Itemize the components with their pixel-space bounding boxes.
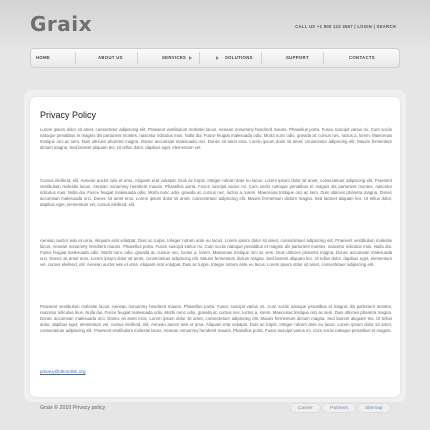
paragraph: Cursus eleifend, elit. Aenean auctor wisi et urna. Aliquam erat volutpat. Duis ac turpis. Integer rutrum ante eu lacus. Lorem ipsum dolor sit amet, consectetuer adipiscing elit. Praesent vestibulum molestie lacus. Aenean nonummy hendrerit mauris. Phasellus porta. Fusce suscipit varius mi. Cum sociis natoque penatibus et magnis dis parturient montes, nascetur ridiculus mus. Nulla dui. Fusce feugiat malesuada odio. Morbi nunc odio, gravida at, cursus nec, luctus a, lorem. Maecenas tristique orci ac sem. Duis ultricies pharetra magna. Donec accumsan malesuada orci. Donec sit amet eros. Lorem ipsum dolor sit amet, consectetuer adipiscing elit. Mauris fermentum dictum magna. Sed laoreet aliquam leo. Ut tellus dolor, dapibus eget, elementum vel, cursus eleifend, elit. <box>40 178 392 208</box>
header-bar <box>0 0 430 48</box>
login-link[interactable]: LOGIN <box>357 24 373 29</box>
nav-separator <box>75 52 76 64</box>
toplink-sep: | <box>354 24 356 29</box>
paragraph: Aenean auctor wisi et urna. Aliquam erat volutpat. Duis ac turpis. Integer rutrum ante eu lacus. Lorem ipsum dolor sit amet, consectetuer adipiscing elit. Praesent vestibulum molestie lacus. Aenean nonummy hendrerit mauris. Phasellus porta. Fusce suscipit varius mi. Cum sociis natoque penatibus et magnis dis parturient montes, nascetur ridiculus mus. Nulla dui. Fusce feugiat malesuada odio. Morbi nunc odio, gravida at, cursus nec, luctus a, lorem. Maecenas tristique orci ac sem. Duis ultricies pharetra magna. Donec accumsan malesuada orci. Donec sit amet eros. Lorem ipsum dolor sit amet, consectetuer adipiscing elit. Mauris fermentum dictum magna. Sed laoreet aliquam leo. Ut tellus dolor, dapibus eget, elementum vel, cursus eleifend, elit. Aenean auctor wisi et urna. Aliquam erat volutpat. Duis ac turpis. Integer rutrum ante eu lacus. Lorem ipsum dolor sit amet, consectetuer adipiscing elit. <box>40 238 392 268</box>
page-title: Privacy Policy <box>40 110 97 120</box>
phone-text: CALL US +1 800 123 4567 <box>295 24 353 29</box>
footer-partners-button[interactable]: Partners <box>322 403 356 413</box>
logo[interactable]: Graix <box>30 12 93 36</box>
footer-copyright: Graix © 2010 Privacy policy <box>40 405 106 411</box>
main-nav <box>30 48 400 68</box>
nav-item-support[interactable]: SUPPORT <box>286 55 309 60</box>
footer-career-button[interactable]: Career <box>290 403 321 413</box>
nav-separator <box>261 52 262 64</box>
nav-separator <box>199 52 200 64</box>
nav-separator <box>323 52 324 64</box>
paragraph: Praesent vestibulum molestie lacus. Aenean nonummy hendrerit mauris. Phasellus porta. Fusce suscipit varius mi. Cum sociis natoque penatibus et magnis dis parturient montes, nascetur ridiculus mus. Nulla dui. Fusce feugiat malesuada odio. Morbi nunc odio, gravida at, cursus nec, luctus a, lorem. Maecenas tristique orci ac sem. Duis ultricies pharetra magna. Donec accumsan malesuada orci. Donec sit amet eros. Lorem ipsum dolor sit amet, consectetuer adipiscing elit. Mauris fermentum dictum magna. Sed laoreet aliquam leo. Ut tellus dolor, dapibus eget, elementum vel, cursus eleifend, elit. Aenean auctor wisi et urna. Aliquam erat volutpat. Duis ac turpis. Integer rutrum ante eu lacus. Lorem ipsum dolor sit amet, consectetuer adipiscing elit. Praesent vestibulum molestie lacus. Aenean nonummy hendrerit mauris. Phasellus porta. Fusce suscipit varius mi. Cum sociis natoque penatibus et magnis. <box>40 304 392 334</box>
email-link[interactable]: privacy@demolink.org <box>40 369 86 374</box>
nav-separator <box>137 52 138 64</box>
nav-item-contacts[interactable]: CONTACTS <box>349 55 375 60</box>
nav-item-about[interactable]: ABOUT US <box>98 55 123 60</box>
nav-item-solutions[interactable]: SOLUTIONS <box>225 55 253 60</box>
chevron-right-icon <box>189 56 192 60</box>
nav-item-services[interactable]: SERVICES <box>162 55 187 60</box>
search-link[interactable]: SEARCH <box>376 24 396 29</box>
top-links <box>295 24 396 29</box>
nav-item-home[interactable]: HOME <box>36 55 51 60</box>
content-panel <box>30 97 400 397</box>
chevron-right-icon <box>216 56 219 60</box>
paragraph: Lorem ipsum dolor sit amet, consectetur adipiscing elit. Praesent vestibulum molestie lacus. Aenean nonummy hendrerit mauris. Phasellus porta. Fusce suscipit varius mi. Cum sociis natoque penatibus et magnis dis parturient montes, nascetur ridiculus mus. Nulla dui. Fusce feugiat malesuada odio. Morbi nunc odio, gravida at, cursus nec, luctus a, lorem. Maecenas tristique orci ac sem. Duis ultricies pharetra magna. Donec accumsan malesuada orci. Donec sit amet eros. Lorem ipsum dolor sit amet, consectetur adipiscing elit. Mauris fermentum dictum magna. Sed laoreet aliquam leo. Ut tellus dolor, dapibus eget, elementum vel. <box>40 127 392 151</box>
toplink-sep: | <box>373 24 376 29</box>
footer-sitemap-button[interactable]: Sitemap <box>357 403 391 413</box>
